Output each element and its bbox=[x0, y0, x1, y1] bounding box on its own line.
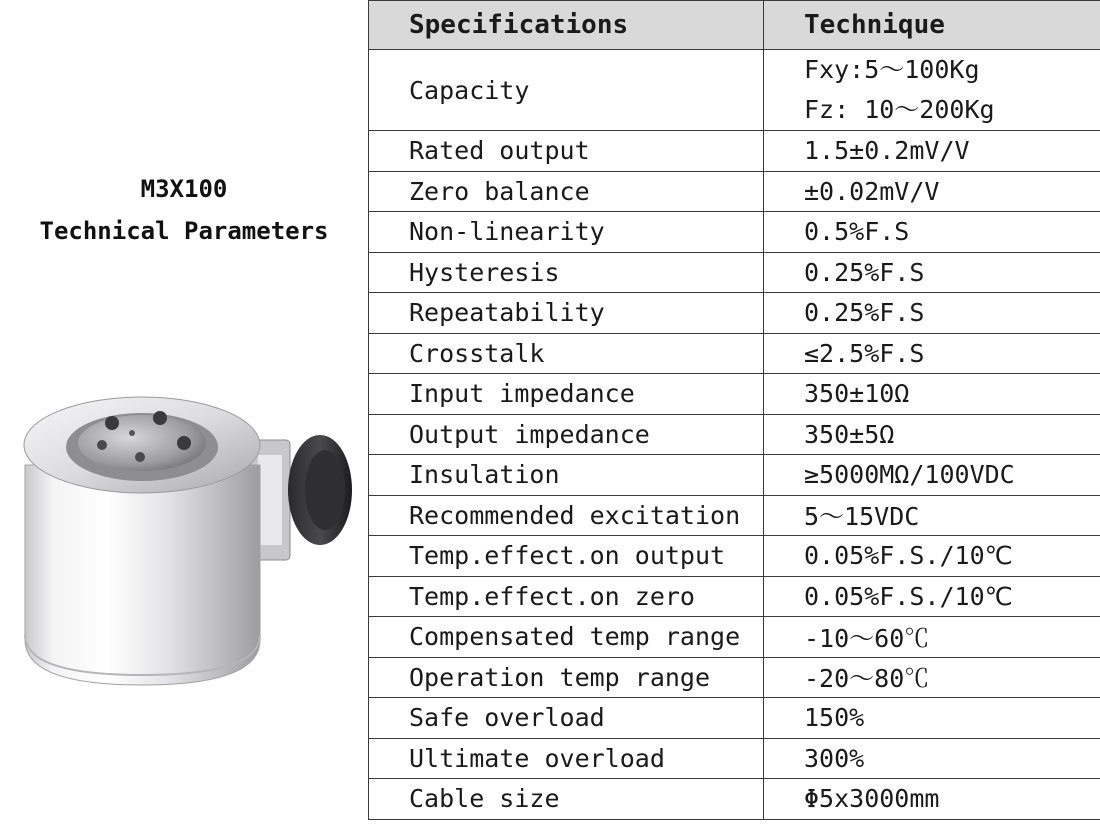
spec-value: 0.05%F.S./10℃ bbox=[764, 536, 1100, 577]
spec-value: -10～60℃ bbox=[764, 617, 1100, 658]
table-header-row bbox=[369, 1, 1100, 50]
header-specifications: Specifications bbox=[369, 1, 764, 50]
table-row bbox=[369, 131, 1100, 172]
capacity-fxy: Fxy:5～100Kg bbox=[804, 55, 980, 84]
spec-label: Repeatability bbox=[369, 293, 764, 334]
table-row bbox=[369, 536, 1100, 577]
spec-value: 1.5±0.2mV/V bbox=[764, 131, 1100, 172]
spec-label: Compensated temp range bbox=[369, 617, 764, 658]
table-row bbox=[369, 414, 1100, 455]
spec-value: 150% bbox=[764, 698, 1100, 739]
spec-label: Non-linearity bbox=[369, 212, 764, 253]
specifications-table bbox=[368, 0, 1100, 820]
table-row bbox=[369, 455, 1100, 496]
spec-value: 0.25%F.S bbox=[764, 293, 1100, 334]
spec-value bbox=[764, 50, 1100, 131]
table-row bbox=[369, 617, 1100, 658]
spec-label: Rated output bbox=[369, 131, 764, 172]
spec-value: 0.25%F.S bbox=[764, 252, 1100, 293]
table-row bbox=[369, 212, 1100, 253]
spec-value: 0.05%F.S./10℃ bbox=[764, 576, 1100, 617]
table-row bbox=[369, 333, 1100, 374]
parameters-subtitle: Technical Parameters bbox=[39, 217, 329, 245]
spec-value: -20～80℃ bbox=[764, 657, 1100, 698]
spec-label: Temp.effect.on output bbox=[369, 536, 764, 577]
spec-label: Zero balance bbox=[369, 171, 764, 212]
spec-value: 0.5%F.S bbox=[764, 212, 1100, 253]
table-row bbox=[369, 293, 1100, 334]
table-row bbox=[369, 171, 1100, 212]
spec-value: ±0.02mV/V bbox=[764, 171, 1100, 212]
spec-value: 300% bbox=[764, 738, 1100, 779]
header-technique: Technique bbox=[764, 1, 1100, 50]
spec-label: Capacity bbox=[369, 50, 764, 131]
table-row bbox=[369, 657, 1100, 698]
left-panel bbox=[0, 0, 368, 825]
spec-value: 350±5Ω bbox=[764, 414, 1100, 455]
spec-label: Cable size bbox=[369, 779, 764, 820]
capacity-fz: Fz: 10～200Kg bbox=[804, 95, 995, 124]
model-name: M3X100 bbox=[140, 175, 228, 203]
spec-value: Φ5x3000mm bbox=[764, 779, 1100, 820]
spec-value: ≤2.5%F.S bbox=[764, 333, 1100, 374]
table-row bbox=[369, 779, 1100, 820]
table-row bbox=[369, 252, 1100, 293]
spec-label: Temp.effect.on zero bbox=[369, 576, 764, 617]
spec-label: Input impedance bbox=[369, 374, 764, 415]
spec-value: 5～15VDC bbox=[764, 495, 1100, 536]
table-row bbox=[369, 738, 1100, 779]
spec-label: Ultimate overload bbox=[369, 738, 764, 779]
spec-label: Crosstalk bbox=[369, 333, 764, 374]
table-row bbox=[369, 50, 1100, 131]
table-row bbox=[369, 576, 1100, 617]
spec-label: Insulation bbox=[369, 455, 764, 496]
table-row bbox=[369, 374, 1100, 415]
spec-label: Safe overload bbox=[369, 698, 764, 739]
table-row bbox=[369, 495, 1100, 536]
spec-label: Recommended excitation bbox=[369, 495, 764, 536]
table-row bbox=[369, 698, 1100, 739]
load-cell-sensor-image bbox=[20, 385, 360, 700]
spec-label: Output impedance bbox=[369, 414, 764, 455]
spec-label: Hysteresis bbox=[369, 252, 764, 293]
spec-value: ≥5000MΩ/100VDC bbox=[764, 455, 1100, 496]
spec-value: 350±10Ω bbox=[764, 374, 1100, 415]
product-title bbox=[0, 168, 368, 252]
spec-label: Operation temp range bbox=[369, 657, 764, 698]
